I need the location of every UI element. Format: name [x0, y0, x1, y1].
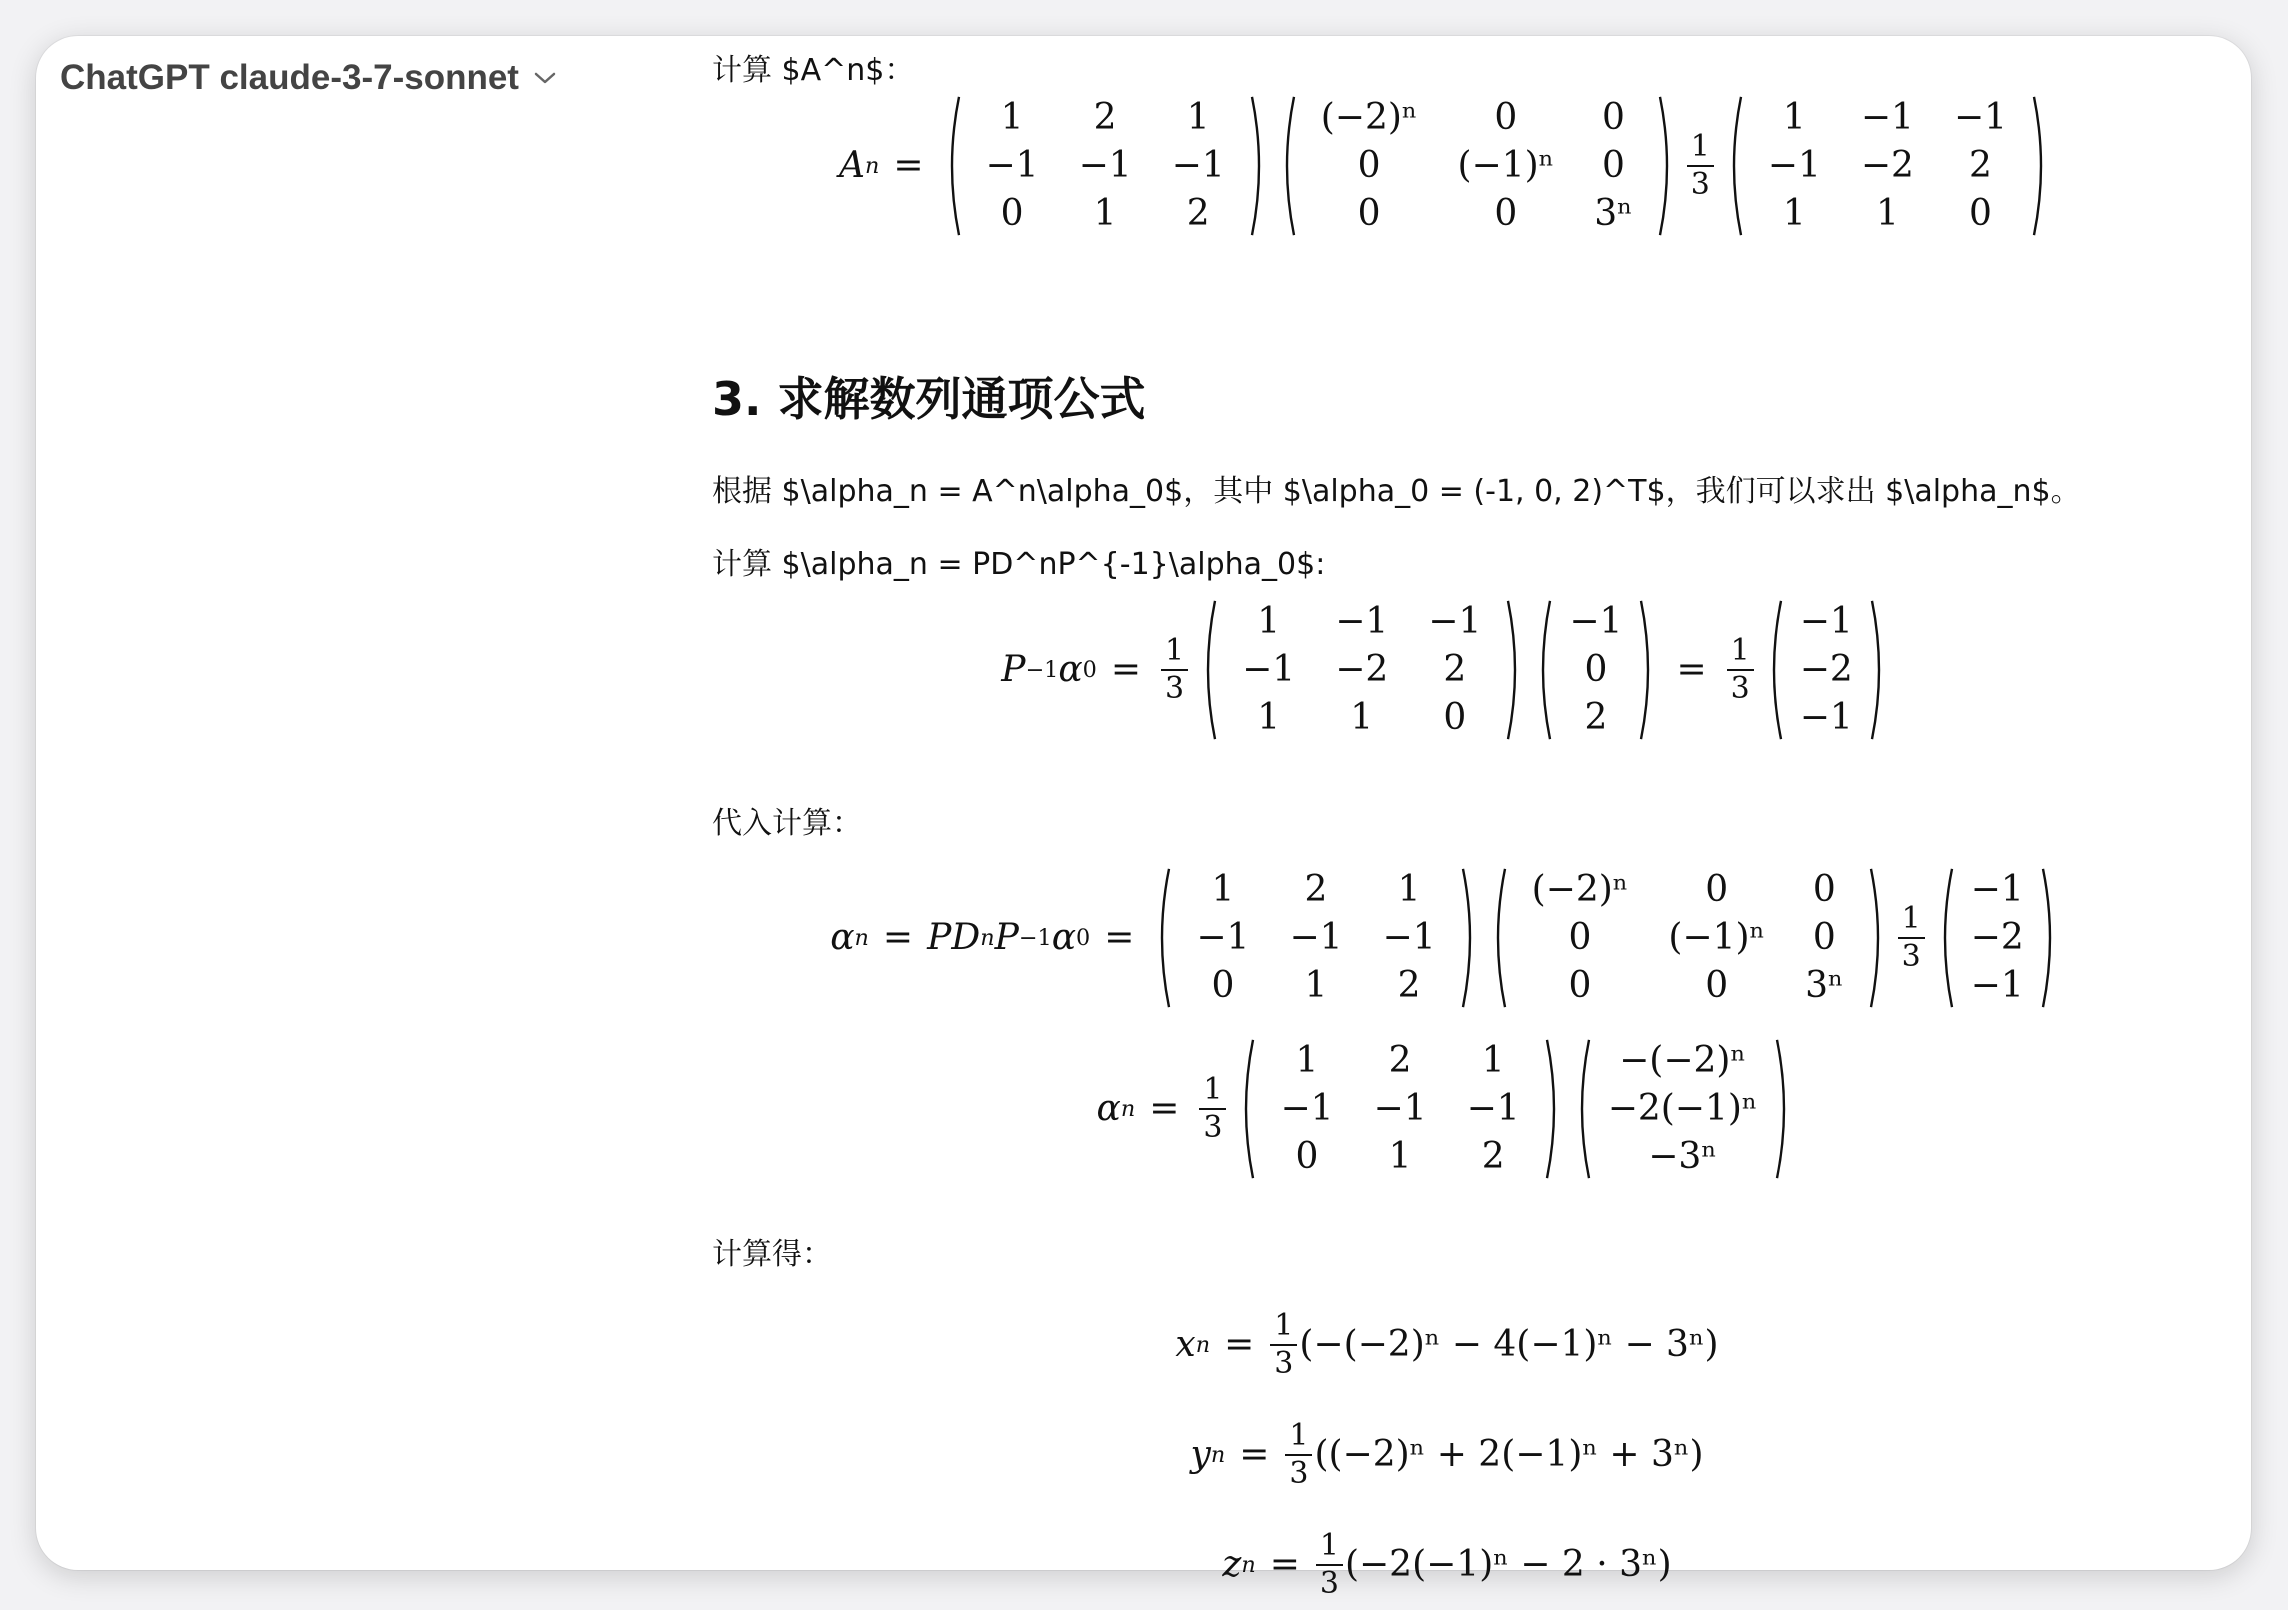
- matrix-cell: −1: [1171, 145, 1225, 186]
- matrix-row: [1222, 694, 1501, 742]
- matrix-cell: 0: [1602, 145, 1625, 186]
- matrix-cell: 0: [1494, 97, 1518, 138]
- x-n-rhs: (−(−2)ⁿ − 4(−1)ⁿ − 3ⁿ): [1299, 1324, 1719, 1365]
- vector-cell: −1: [1799, 601, 1853, 642]
- vector-row: [1959, 914, 2036, 962]
- text-compute-An: 计算 $A^n$：: [712, 53, 915, 88]
- matrix-cell: 1: [1257, 601, 1281, 642]
- matrix-cell: 2: [1481, 1136, 1505, 1177]
- fraction-one-third: $\frac{1}{3}$: [1727, 635, 1754, 706]
- fraction-one-third: $\frac{1}{3}$: [1316, 1530, 1343, 1601]
- equation-z-n: z n = $\frac{1}{3}$ (−2(−1)ⁿ − 2 · 3ⁿ): [1222, 1527, 1672, 1601]
- vector-cell: −1: [1569, 601, 1623, 642]
- fraction-one-third: $\frac{1}{3}$: [1898, 903, 1925, 974]
- section-3-heading: 3. 求解数列通项公式: [712, 372, 1146, 426]
- matrix-cell: −1: [985, 145, 1039, 186]
- vector-P-inv-alpha-0: [1766, 598, 1887, 742]
- vector-row: [1596, 1085, 1770, 1133]
- matrix-cell: 2: [1388, 1040, 1412, 1081]
- vector-row: [1557, 646, 1634, 694]
- vector-cell: −2(−1)ⁿ: [1607, 1088, 1758, 1129]
- vector-row: [1959, 866, 2036, 914]
- fraction-one-third: $\frac{1}{3}$: [1199, 1074, 1226, 1145]
- chevron-down-icon: [533, 70, 557, 86]
- matrix-cell: 2: [1186, 193, 1210, 234]
- left-paren: [1490, 866, 1508, 1010]
- matrix-cell: 1: [1875, 193, 1899, 234]
- left-paren: [1574, 1037, 1592, 1181]
- matrix-cell: 1: [1257, 697, 1281, 738]
- matrix-row: [1222, 646, 1501, 694]
- matrix-cell: −1: [1767, 145, 1821, 186]
- vector-row: [1959, 962, 2036, 1010]
- vector-row: [1557, 598, 1634, 646]
- matrix-cell: 1: [1211, 869, 1235, 910]
- matrix-cell: (−2)ⁿ: [1531, 869, 1629, 910]
- equation-alpha-n-expanded: α n = PD n P −1 α 0 = 1 2 1 −1 −1 −1 0 1 2 (−2)ⁿ 0 0 0 (−1)ⁿ 0 0 0 3ⁿ $\frac{1}{3}$ −1 −2 −1: [712, 874, 2182, 1002]
- left-paren: [944, 94, 962, 238]
- matrix-cell: 1: [1397, 869, 1421, 910]
- matrix-body: [966, 94, 1245, 238]
- vector-row: [1557, 694, 1634, 742]
- matrix-row: [1512, 914, 1864, 962]
- matrix-cell: 2: [1969, 145, 1992, 186]
- fraction-one-third: $\frac{1}{3}$: [1161, 635, 1188, 706]
- equation-y-n: y n = $\frac{1}{3}$ ((−2)ⁿ + 2(−1)ⁿ + 3ⁿ): [1190, 1417, 1704, 1491]
- vector-cell: −(−2)ⁿ: [1619, 1040, 1747, 1081]
- matrix-cell: −1: [1280, 1088, 1334, 1129]
- matrix-row: [1748, 190, 2027, 238]
- matrix-cell: 1: [1000, 97, 1024, 138]
- matrix-row: [1301, 94, 1653, 142]
- matrix-cell: 1: [1093, 193, 1117, 234]
- matrix-cell: 1: [1186, 97, 1210, 138]
- matrix-body: [1512, 866, 1864, 1010]
- matrix-cell: 1: [1350, 697, 1374, 738]
- matrix-body: [1260, 1037, 1539, 1181]
- text-compute-alpha: 计算 $\alpha_n = PD^nP^{-1}\alpha_0$:: [712, 547, 1326, 582]
- matrix-row: [966, 142, 1245, 190]
- right-paren: [1868, 866, 1886, 1010]
- matrix-row: [966, 190, 1245, 238]
- left-paren: [1200, 598, 1218, 742]
- matrix-body: [1748, 94, 2027, 238]
- matrix-P: [944, 94, 1267, 238]
- matrix-cell: 1: [1481, 1040, 1505, 1081]
- vector-cell: −3ⁿ: [1648, 1136, 1717, 1177]
- matrix-cell: 2: [1093, 97, 1117, 138]
- matrix-row: [1222, 598, 1501, 646]
- right-paren: [1869, 598, 1887, 742]
- vector-row: [1596, 1133, 1770, 1181]
- matrix-cell: 2: [1397, 965, 1421, 1006]
- matrix-P: [1238, 1037, 1561, 1181]
- left-paren: [1766, 598, 1784, 742]
- matrix-row: [1176, 962, 1455, 1010]
- vector-row: [1788, 598, 1865, 646]
- right-paren: [1505, 598, 1523, 742]
- matrix-row: [1301, 142, 1653, 190]
- model-name-label: ChatGPT claude-3-7-sonnet: [60, 58, 519, 97]
- vector-body: [1788, 598, 1865, 742]
- left-paren: [1279, 94, 1297, 238]
- matrix-row: [1512, 962, 1864, 1010]
- left-paren: [1937, 866, 1955, 1010]
- vector-P-inv-alpha-0: [1937, 866, 2058, 1010]
- chat-window: [36, 36, 2251, 1601]
- matrix-cell: 1: [1388, 1136, 1412, 1177]
- equation-An: A n = 1 2 1 −1 −1 −1 0 1 2 (−2)ⁿ 0 0 0 (−1)ⁿ 0 0 0 3ⁿ $\frac{1}{3}$ 1 −1 −1 −1 −2 2 1 1 0: [712, 114, 2182, 218]
- equation-alpha-n-simplified: α n = $\frac{1}{3}$ 1 2 1 −1 −1 −1 0 1 2 −(−2)ⁿ −2(−1)ⁿ −3ⁿ: [712, 1045, 2182, 1173]
- matrix-cell: 0: [1295, 1136, 1319, 1177]
- matrix-cell: 1: [1295, 1040, 1319, 1081]
- right-paren: [2031, 94, 2049, 238]
- matrix-D-n: [1279, 94, 1675, 238]
- right-paren: [2040, 866, 2058, 1010]
- model-switcher[interactable]: [60, 58, 557, 98]
- matrix-cell: (−1)ⁿ: [1457, 145, 1555, 186]
- matrix-cell: −1: [1078, 145, 1132, 186]
- matrix-cell: −1: [1466, 1088, 1520, 1129]
- matrix-cell: 2: [1304, 869, 1328, 910]
- matrix-cell: −1: [1953, 97, 2008, 138]
- vector-cell: −2: [1970, 917, 2024, 958]
- vector-cell: −1: [1970, 965, 2024, 1006]
- matrix-P: [1154, 866, 1477, 1010]
- matrix-cell: 0: [1211, 965, 1235, 1006]
- text-alpha-formula: 根据 $\alpha_n = A^n\alpha_0$，其中 $\alpha_0 = (-1, 0, 2)^T$，我们可以求出 $\alpha_n$。: [712, 474, 2081, 509]
- matrix-row: [1176, 914, 1455, 962]
- right-paren: [1544, 1037, 1562, 1181]
- matrix-cell: 0: [1357, 193, 1381, 234]
- equation-x-n: x n = $\frac{1}{3}$ (−(−2)ⁿ − 4(−1)ⁿ − 3ⁿ): [1175, 1307, 1719, 1381]
- matrix-cell: 0: [1812, 917, 1836, 958]
- right-paren: [1657, 94, 1675, 238]
- matrix-cell: 0: [1494, 193, 1518, 234]
- matrix-cell: −1: [1428, 601, 1482, 642]
- right-paren: [1638, 598, 1656, 742]
- equation-P-inv-alpha0: P −1 α 0 = $\frac{1}{3}$ 1 −1 −1 −1 −2 2 1 1 0 −1 0 2 = $\frac{1}{3}$ −1 −2 −1: [712, 606, 2182, 734]
- matrix-cell: −1: [1242, 649, 1296, 690]
- matrix-D-n: [1490, 866, 1886, 1010]
- vector-body: [1959, 866, 2036, 1010]
- matrix-cell: 0: [1443, 697, 1467, 738]
- matrix-row: [1512, 866, 1864, 914]
- text-result: 计算得：: [712, 1237, 832, 1272]
- vector-D-n-product: [1574, 1037, 1792, 1181]
- matrix-cell: −2: [1335, 649, 1389, 690]
- matrix-cell: 1: [1782, 193, 1806, 234]
- y-n-rhs: ((−2)ⁿ + 2(−1)ⁿ + 3ⁿ): [1314, 1434, 1704, 1475]
- matrix-body: [1176, 866, 1455, 1010]
- matrix-cell: −1: [1860, 97, 1914, 138]
- vector-row: [1596, 1037, 1770, 1085]
- left-paren: [1726, 94, 1744, 238]
- matrix-row: [1260, 1133, 1539, 1181]
- vector-body: [1557, 598, 1634, 742]
- matrix-cell: −1: [1335, 601, 1389, 642]
- matrix-cell: 0: [1357, 145, 1381, 186]
- vector-cell: 0: [1584, 649, 1608, 690]
- left-paren: [1154, 866, 1172, 1010]
- matrix-body: [1222, 598, 1501, 742]
- vector-body: [1596, 1037, 1770, 1181]
- vector-alpha-0: [1535, 598, 1656, 742]
- vector-cell: −1: [1799, 697, 1853, 738]
- matrix-cell: 0: [1705, 869, 1729, 910]
- matrix-cell: 2: [1443, 649, 1467, 690]
- vector-row: [1788, 694, 1865, 742]
- matrix-body: [1301, 94, 1653, 238]
- right-paren: [1249, 94, 1267, 238]
- matrix-cell: 0: [1602, 97, 1625, 138]
- matrix-cell: 0: [1000, 193, 1024, 234]
- matrix-cell: 0: [1568, 965, 1592, 1006]
- matrix-cell: 0: [1705, 965, 1729, 1006]
- matrix-row: [966, 94, 1245, 142]
- text-substitute: 代入计算：: [712, 806, 862, 841]
- matrix-cell: −1: [1196, 917, 1250, 958]
- matrix-P-inv: [1726, 94, 2049, 238]
- matrix-cell: 1: [1304, 965, 1328, 1006]
- fraction-one-third: $\frac{1}{3}$: [1687, 131, 1714, 202]
- matrix-cell: −1: [1382, 917, 1436, 958]
- matrix-cell: (−1)ⁿ: [1668, 917, 1766, 958]
- vector-cell: −2: [1799, 649, 1853, 690]
- matrix-cell: 0: [1969, 193, 1992, 234]
- fraction-one-third: $\frac{1}{3}$: [1270, 1310, 1297, 1381]
- matrix-P-inv: [1200, 598, 1523, 742]
- matrix-row: [1260, 1085, 1539, 1133]
- matrix-cell: 0: [1812, 869, 1836, 910]
- matrix-cell: −1: [1373, 1088, 1427, 1129]
- matrix-cell: −1: [1289, 917, 1343, 958]
- matrix-row: [1176, 866, 1455, 914]
- matrix-row: [1748, 142, 2027, 190]
- matrix-cell: 3ⁿ: [1805, 965, 1844, 1006]
- vector-cell: −1: [1970, 869, 2024, 910]
- left-paren: [1535, 598, 1553, 742]
- vector-row: [1788, 646, 1865, 694]
- matrix-cell: 0: [1568, 917, 1592, 958]
- matrix-cell: −2: [1860, 145, 1914, 186]
- matrix-cell: 1: [1782, 97, 1806, 138]
- matrix-row: [1748, 94, 2027, 142]
- left-paren: [1238, 1037, 1256, 1181]
- right-paren: [1460, 866, 1478, 1010]
- z-n-rhs: (−2(−1)ⁿ − 2 · 3ⁿ): [1344, 1544, 1672, 1585]
- matrix-cell: 3ⁿ: [1594, 193, 1633, 234]
- matrix-row: [1301, 190, 1653, 238]
- matrix-row: [1260, 1037, 1539, 1085]
- vector-cell: 2: [1584, 697, 1608, 738]
- matrix-cell: (−2)ⁿ: [1320, 97, 1418, 138]
- right-paren: [1774, 1037, 1792, 1181]
- fraction-one-third: $\frac{1}{3}$: [1285, 1420, 1312, 1491]
